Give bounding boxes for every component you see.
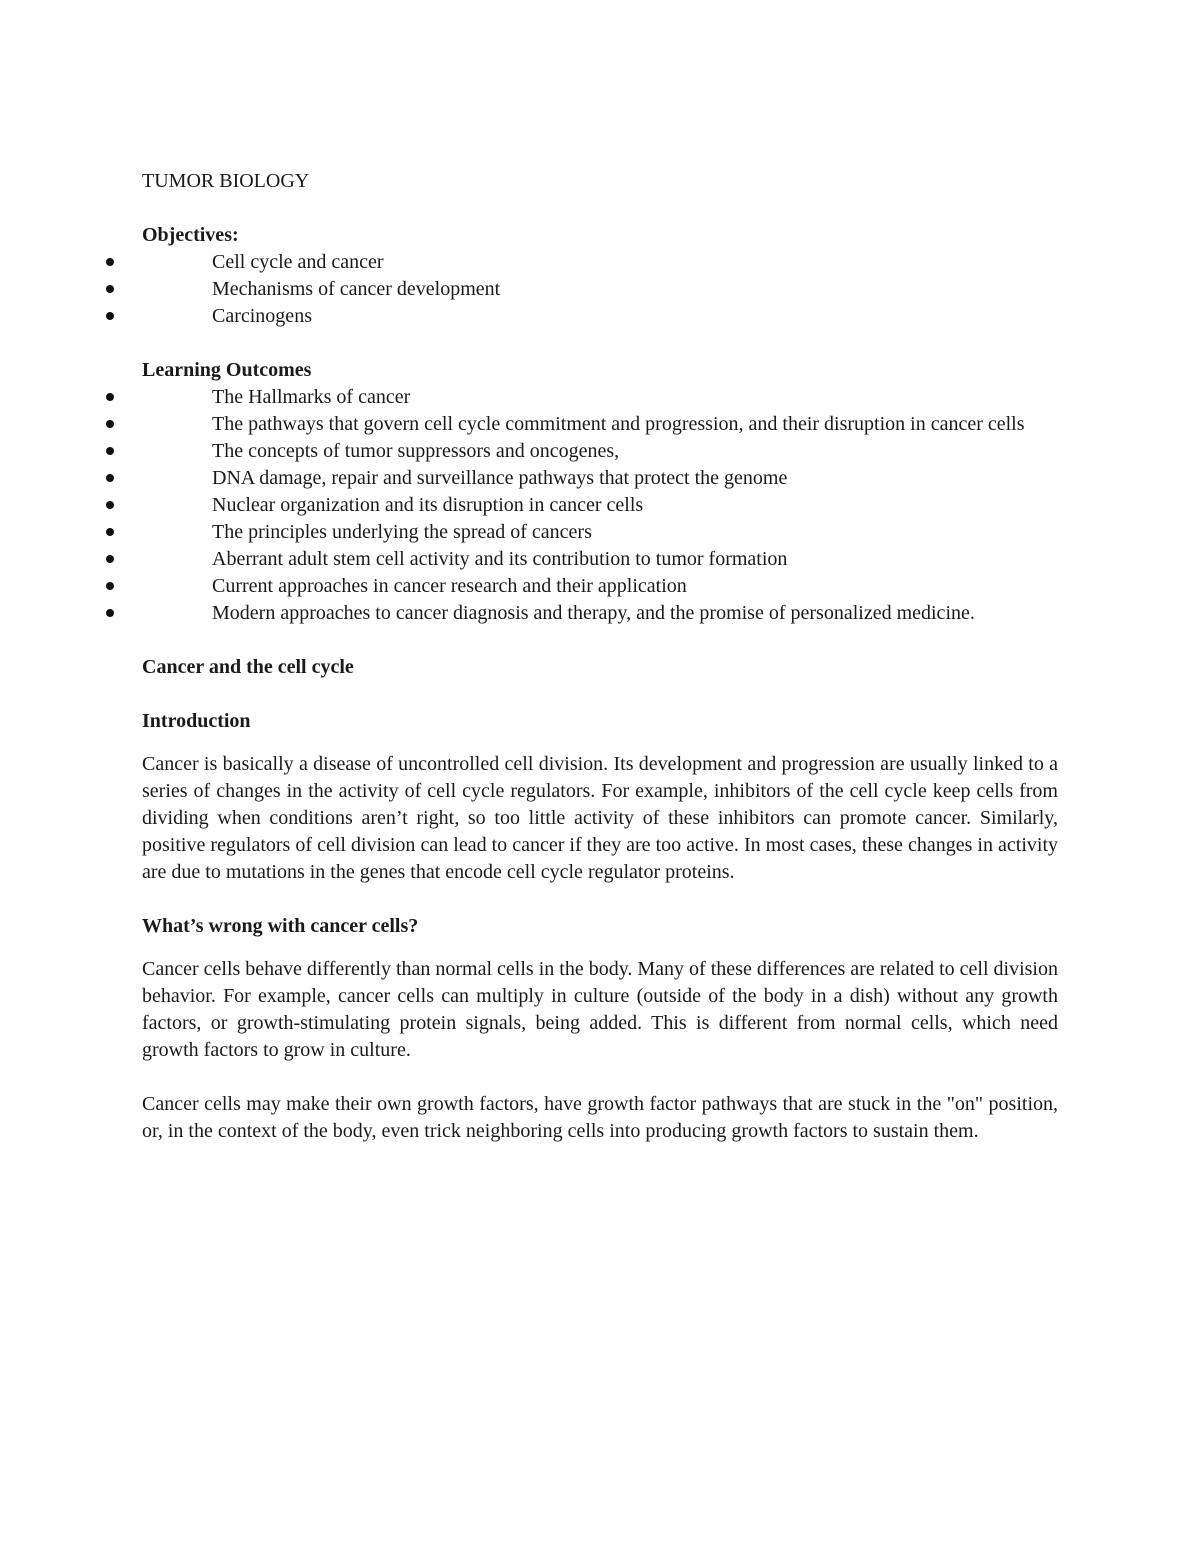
- introduction-paragraph: Cancer is basically a disease of uncontrolled cell division. Its development and progression are usually linked to a series of changes in the activity of cell cycle regulators. For example, inhibitors of the cell cycle keep cells from dividing when conditions aren’t right, so too little activity of these inhibitors can promote cancer. Similarly, positive regulators of cell division can lead to cancer if they are too active. In most cases, these changes in activity are due to mutations in the genes that encode cell cycle regulator proteins.: [142, 753, 1058, 883]
- objectives-label: Objectives:: [142, 224, 239, 246]
- list-item: DNA damage, repair and surveillance pathways that protect the genome: [142, 465, 1058, 492]
- list-item: The pathways that govern cell cycle commitment and progression, and their disruption in cancer cells: [142, 411, 1058, 438]
- list-item: Aberrant adult stem cell activity and its contribution to tumor formation: [142, 546, 1058, 573]
- whats-wrong-paragraph-1: Cancer cells behave differently than normal cells in the body. Many of these differences are related to cell division behavior. For example, cancer cells can multiply in culture (outside of the body in a dish) without any growth factors, or growth-stimulating protein signals, being added. This is different from normal cells, which need growth factors to grow in culture.: [142, 958, 1058, 1061]
- whats-wrong-heading: What’s wrong with cancer cells?: [142, 915, 419, 937]
- whats-wrong-paragraph-2: Cancer cells may make their own growth factors, have growth factor pathways that are stuck in the "on" position, or, in the context of the body, even trick neighboring cells into producing growth factors to sustain them.: [142, 1093, 1058, 1142]
- list-item: The Hallmarks of cancer: [142, 384, 1058, 411]
- section-heading: Cancer and the cell cycle: [142, 656, 354, 678]
- document-title: TUMOR BIOLOGY: [142, 170, 310, 192]
- list-item: Current approaches in cancer research and their application: [142, 573, 1058, 600]
- list-item: Modern approaches to cancer diagnosis and therapy, and the promise of personalized medicine.: [142, 600, 1058, 627]
- list-item: Mechanisms of cancer development: [142, 276, 1058, 303]
- list-item: Nuclear organization and its disruption in cancer cells: [142, 492, 1058, 519]
- list-item: The concepts of tumor suppressors and oncogenes,: [142, 438, 1058, 465]
- introduction-heading: Introduction: [142, 710, 251, 732]
- document-page: [142, 168, 1058, 1172]
- learning-outcomes-label: Learning Outcomes: [142, 359, 312, 381]
- list-item: Carcinogens: [142, 303, 1058, 330]
- list-item: Cell cycle and cancer: [142, 249, 1058, 276]
- objectives-list: [142, 249, 1058, 330]
- learning-outcomes-list: [142, 384, 1058, 627]
- list-item: The principles underlying the spread of cancers: [142, 519, 1058, 546]
